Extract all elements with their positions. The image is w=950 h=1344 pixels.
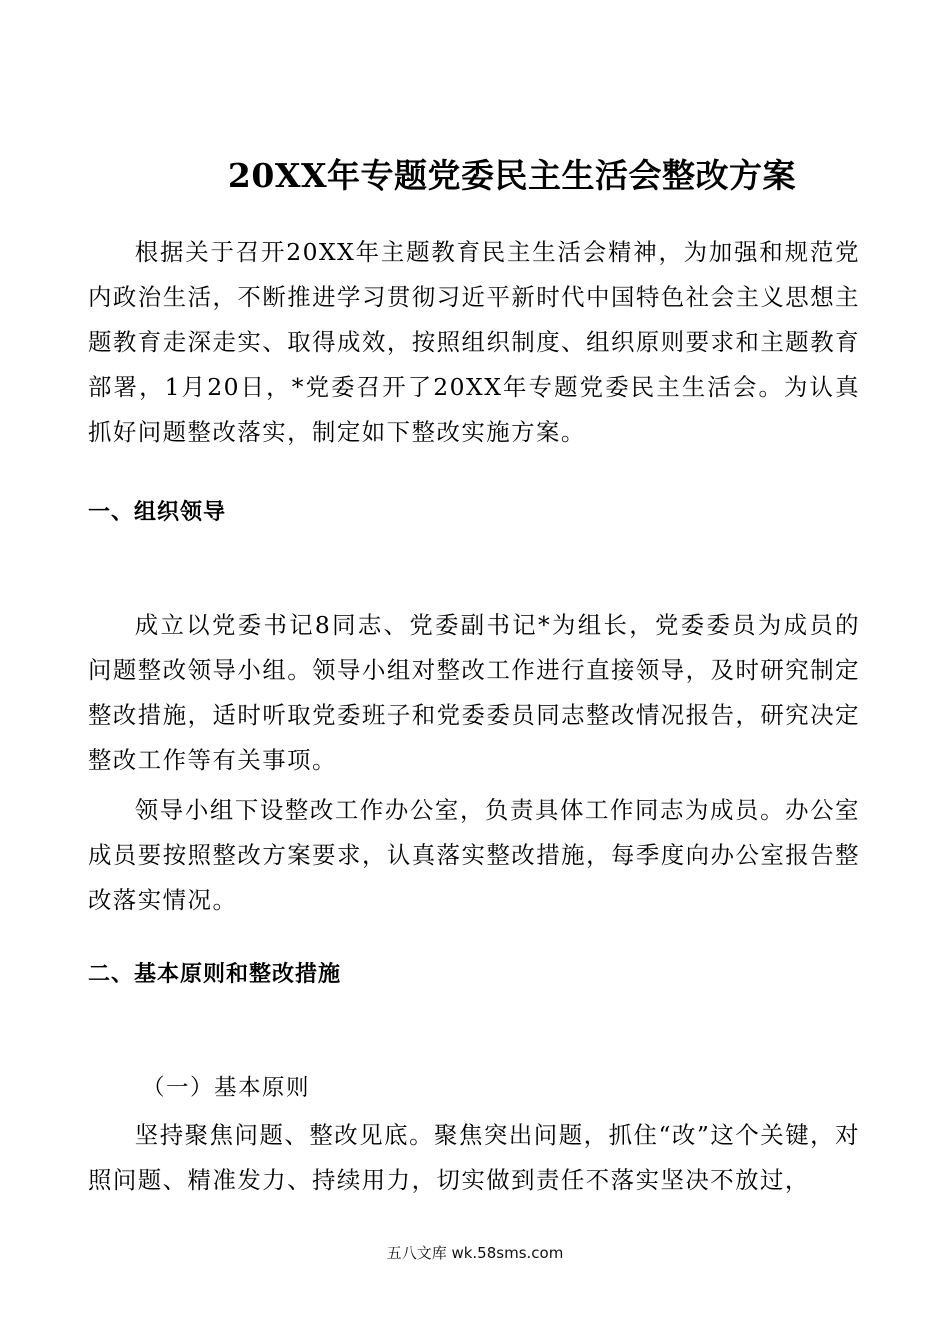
footer-watermark: 五八文库 wk.58sms.com xyxy=(386,1244,564,1262)
section-2-heading: 二、基本原则和整改措施 xyxy=(88,962,342,987)
section-2-paragraph-1: 坚持聚焦问题、整改见底。聚焦突出问题，抓住“改”这个关键，对照问题、精准发力、持续用力，切实做到责任不落实坚决不放过， xyxy=(88,1121,860,1194)
section-1-paragraph-1: 成立以党委书记8同志、党委副书记*为组长，党委委员为成员的问题整改领导小组。领导小组对整改工作进行直接领导，及时研究制定整改措施，适时听取党委班子和党委委员同志整改情况报告，研究决定整改工作等有关事项。 xyxy=(88,611,860,774)
section-1-heading: 一、组织领导 xyxy=(88,500,227,525)
document-title: 20XX年专题党委民主生活会整改方案 xyxy=(227,156,797,195)
intro-paragraph: 根据关于召开20XX年主题教育民主生活会精神，为加强和规范党内政治生活，不断推进学习贯彻习近平新时代中国特色社会主义思想主题教育走深走实、取得成效，按照组织制度、组织原则要求和主题教育部署，1月20日，*党委召开了20XX年专题党委民主生活会。为认真抓好问题整改落实，制定如下整改实施方案。 xyxy=(88,238,860,446)
section-1-paragraph-2: 领导小组下设整改工作办公室，负责具体工作同志为成员。办公室成员要按照整改方案要求，认真落实整改措施，每季度向办公室报告整改落实情况。 xyxy=(88,796,860,914)
section-2-subheading: （一）基本原则 xyxy=(142,1075,311,1101)
